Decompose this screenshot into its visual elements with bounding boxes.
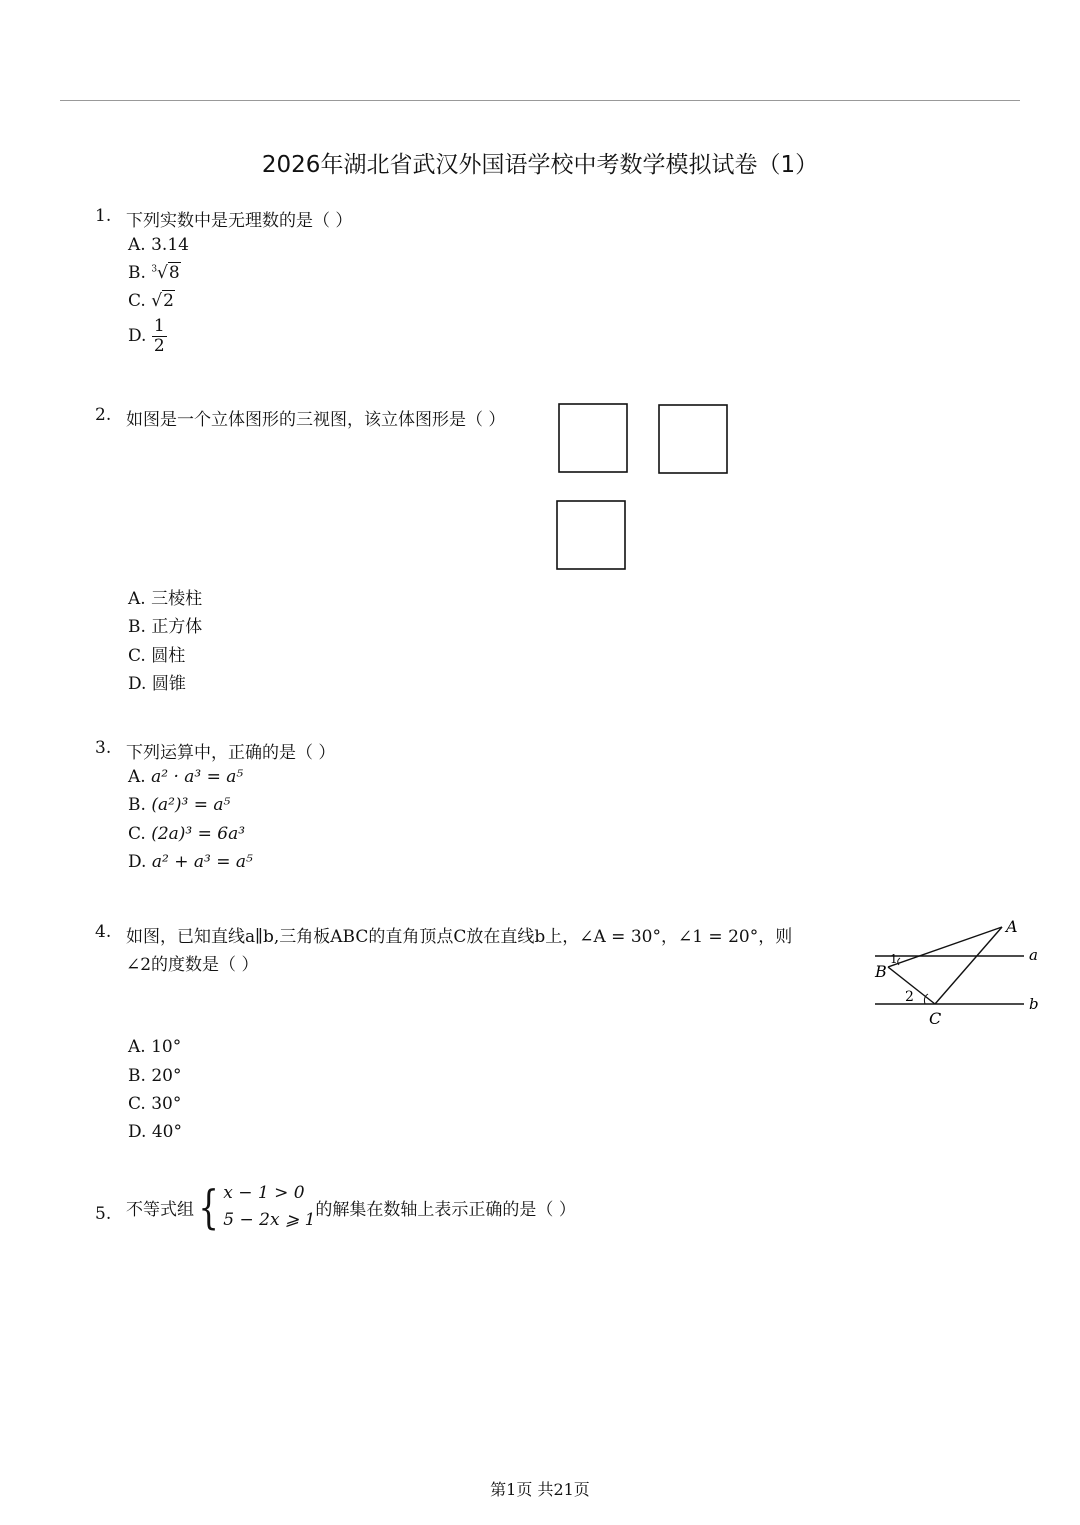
question-5-stem	[126, 1180, 576, 1234]
question-1-option-d	[128, 318, 167, 355]
option-label: A.	[128, 1037, 152, 1057]
option-value: 3.14	[151, 235, 189, 255]
question-3-number: 3.	[95, 738, 112, 758]
label-line-b: b	[1029, 995, 1039, 1013]
exam-title: 2026年湖北省武汉外国语学校中考数学模拟试卷（1）	[261, 152, 819, 178]
question-2-option-b	[128, 612, 202, 637]
question-4-option-b	[128, 1066, 181, 1086]
top-rule	[60, 100, 1020, 101]
option-value: (a²)³ = a⁵	[151, 795, 231, 815]
question-3-stem: 下列运算中，正确的是（ ）	[126, 743, 336, 763]
option-label: A.	[128, 767, 152, 787]
square-root: √2	[151, 291, 174, 311]
top-view-square	[557, 501, 625, 569]
option-label: B.	[128, 795, 152, 815]
option-label: D.	[128, 1122, 152, 1142]
label-point-a: A	[1006, 917, 1018, 936]
option-label: B.	[128, 1066, 152, 1086]
option-value: a² · a³ = a⁵	[151, 767, 244, 787]
question-3-option-d	[128, 852, 253, 872]
question-1-stem: 下列实数中是无理数的是（ ）	[126, 211, 353, 231]
front-view-square	[559, 404, 627, 472]
question-4-stem-line2: ∠2的度数是（ ）	[126, 955, 259, 975]
option-value: 20°	[151, 1066, 182, 1086]
label-angle-2: 2	[905, 989, 914, 1005]
question-1-option-c	[128, 291, 175, 311]
parallel-lines-triangle-figure	[870, 912, 1050, 1032]
question-4-number: 4.	[95, 922, 112, 942]
label-angle-1: 1	[890, 952, 898, 966]
denominator: 2	[153, 336, 165, 356]
left-brace: {	[198, 1180, 219, 1235]
option-value: 三棱柱	[151, 589, 203, 609]
inequality-2: 5 − 2x ⩾ 1	[223, 1210, 316, 1231]
option-label: A.	[128, 589, 152, 609]
question-4-option-a	[128, 1037, 181, 1057]
option-label: D.	[128, 852, 152, 872]
question-3-option-b	[128, 795, 230, 815]
option-label: C.	[128, 291, 152, 311]
label-point-c: C	[929, 1009, 942, 1028]
option-label: A.	[128, 235, 152, 255]
option-label: C.	[128, 646, 152, 666]
option-value: 30°	[151, 1094, 182, 1114]
option-value: a² + a³ = a⁵	[151, 852, 253, 872]
question-5-stem-suffix: 的解集在数轴上表示正确的是（ ）	[315, 1199, 576, 1220]
side-view-square	[659, 405, 727, 473]
page-footer: 第1页 共21页	[490, 1480, 590, 1499]
question-5-stem-prefix: 不等式组	[126, 1199, 194, 1220]
question-3-option-c	[128, 824, 245, 844]
cube-root: $^3$√8	[151, 263, 180, 283]
option-value: 10°	[151, 1037, 182, 1057]
option-value: 40°	[151, 1122, 182, 1142]
question-1-option-b	[128, 263, 181, 283]
label-line-a: a	[1029, 946, 1038, 964]
radicand: 8	[168, 263, 180, 283]
fraction	[152, 318, 167, 355]
root-index: 3	[151, 264, 158, 275]
question-2-option-d	[128, 669, 186, 694]
radicand: 2	[163, 291, 174, 311]
numerator: 1	[153, 316, 165, 336]
option-value: 圆柱	[151, 646, 186, 666]
option-label: D.	[128, 674, 152, 694]
three-view-figure	[550, 398, 740, 576]
question-4-option-d	[128, 1122, 182, 1142]
question-2-stem: 如图是一个立体图形的三视图，该立体图形是（ ）	[126, 410, 506, 430]
option-label: B.	[128, 617, 152, 637]
question-5-number: 5.	[95, 1204, 112, 1224]
option-label: D.	[128, 326, 152, 346]
option-value: 圆锥	[151, 674, 186, 694]
question-2-option-a	[128, 584, 202, 609]
option-value: (2a)³ = 6a³	[151, 824, 246, 844]
question-2-number: 2.	[95, 405, 112, 425]
question-1-number: 1.	[95, 206, 112, 226]
label-point-b: B	[875, 962, 887, 981]
option-label: C.	[128, 824, 152, 844]
option-value: 正方体	[151, 617, 203, 637]
angle-1-arc	[898, 958, 900, 965]
inequality-1: x − 1 > 0	[223, 1183, 305, 1203]
question-3-option-a	[128, 767, 243, 787]
question-2-option-c	[128, 641, 185, 666]
option-label: C.	[128, 1094, 152, 1114]
inequality-system	[194, 1180, 315, 1234]
option-label: B.	[128, 263, 152, 283]
question-4-stem-line1: 如图，已知直线a∥b,三角板ABC的直角顶点C放在直线b上，∠A = 30°，∠1 = 20°，则	[126, 927, 793, 947]
question-4-option-c	[128, 1094, 181, 1114]
question-1-option-a	[128, 235, 189, 255]
